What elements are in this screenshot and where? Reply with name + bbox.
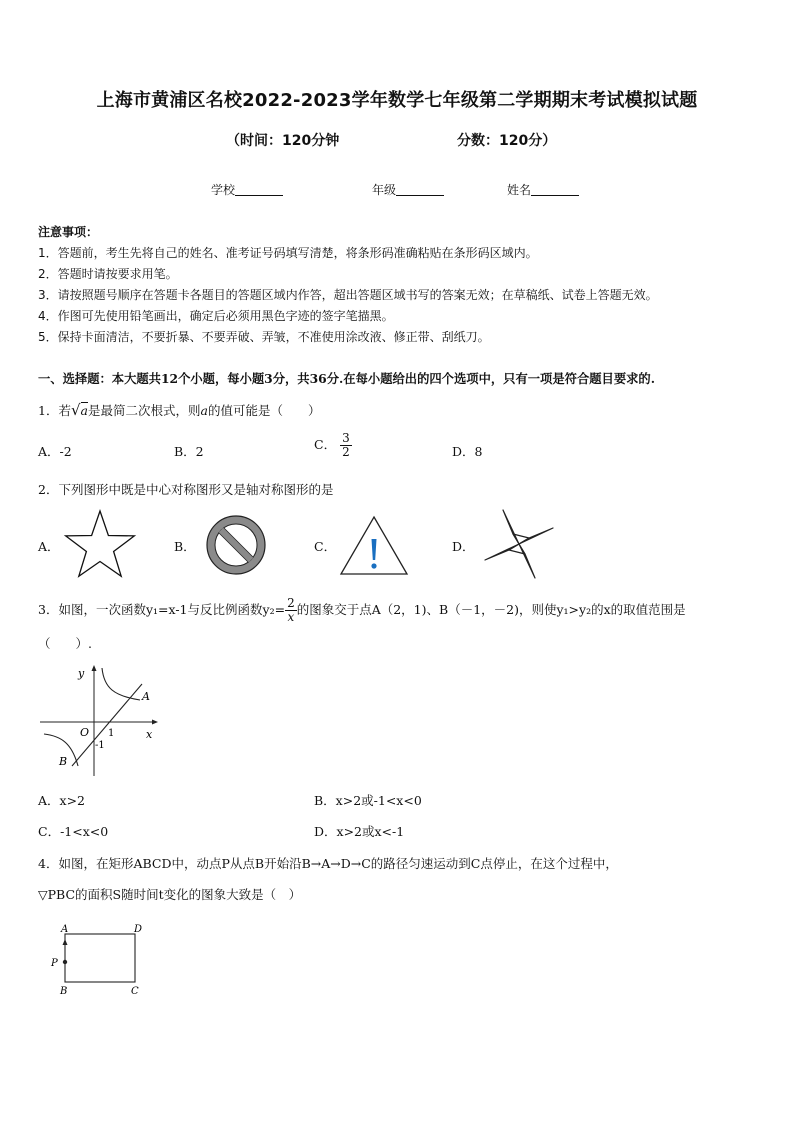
fraction-numerator: 2 <box>287 596 295 610</box>
vertex-c-label: C <box>131 986 139 997</box>
q1-option-a[interactable]: A．-2 <box>38 444 72 459</box>
y-axis-label: y <box>78 667 85 680</box>
note-item: 2．答题时请按要求用笔。 <box>38 267 178 281</box>
vertex-b-label: B <box>60 986 68 997</box>
q3-fraction <box>285 597 297 624</box>
fraction-denominator: 2 <box>342 445 350 459</box>
question-4-line2: ▽PBC的面积S随时间t变化的图象大致是（ ） <box>38 887 302 902</box>
q2-option-a[interactable]: A． <box>38 539 60 554</box>
name-blank[interactable] <box>531 183 579 196</box>
origin-label: O <box>80 726 90 739</box>
q1-post: 的值可能是（ ） <box>207 403 321 418</box>
q1-option-c-label: C． <box>314 437 337 452</box>
vertex-a-label: A <box>61 924 69 935</box>
q1-radicand: a <box>80 403 88 418</box>
question-2: 2．下列图形中既是中心对称图形又是轴对称图形的是 <box>38 482 334 497</box>
school-blank[interactable] <box>235 183 283 196</box>
grade-label: 年级 <box>372 183 397 197</box>
pinwheel-icon <box>481 506 557 582</box>
q1-option-b[interactable]: B．2 <box>174 444 204 459</box>
q1-pre: 1．若 <box>38 403 71 418</box>
q4-rectangle-figure <box>46 920 156 1000</box>
q1-mid: 是最简二次根式，则 <box>87 403 201 418</box>
notes-section <box>38 222 658 348</box>
point-b-label: B <box>59 755 68 768</box>
fraction-numerator: 3 <box>342 431 350 445</box>
point-p-label: P <box>51 958 58 969</box>
q3-option-c[interactable]: C．-1<x<0 <box>38 824 109 839</box>
sqrt-symbol: √ <box>70 401 81 419</box>
q3-post: 的图象交于点A（2，1)、B（－1，－2)，则使y₁>y₂的x的取值范围是 <box>296 602 686 617</box>
q2-option-b[interactable]: B． <box>174 539 196 554</box>
tick-label-1: 1 <box>108 728 115 739</box>
q1-option-c-fraction <box>340 432 352 459</box>
point-a-label: A <box>142 690 150 703</box>
q3-function-graph <box>38 662 168 780</box>
score-label: 分数：120分） <box>457 133 557 149</box>
prohibition-sign-icon <box>204 513 268 577</box>
name-field <box>507 181 579 198</box>
note-item: 1．答题前，考生先将自己的姓名、准考证号码填写清楚，将条形码准确粘贴在条形码区域内。 <box>38 246 538 260</box>
fraction-denominator: x <box>287 610 295 624</box>
q1-option-d[interactable]: D．8 <box>452 444 483 459</box>
note-item: 3．请按照题号顺序在答题卡各题目的答题区域内作答，超出答题区域书写的答案无效；在草稿纸、试卷上答题无效。 <box>38 288 658 302</box>
q1-option-c[interactable] <box>314 432 352 459</box>
vertex-d-label: D <box>134 924 143 935</box>
page-title: 上海市黄浦区名校2022-2023学年数学七年级第二学期期末考试模拟试题 <box>96 90 698 111</box>
q3-option-a[interactable]: A．x>2 <box>38 793 86 808</box>
star-icon <box>63 509 137 581</box>
section-heading: 一、选择题：本大题共12个小题，每小题3分，共36分.在每小题给出的四个选项中，只有一项是符合题目要求的. <box>38 371 656 386</box>
question-1 <box>38 401 320 419</box>
tick-label-neg-1: -1 <box>95 740 105 751</box>
question-4-line1: 4．如图，在矩形ABCD中，动点P从点B开始沿B→A→D→C的路径匀速运动到C点停止，在这个过程中， <box>38 856 618 871</box>
name-label: 姓名 <box>507 183 532 197</box>
q1-var: a <box>200 403 208 418</box>
q3-line2: （ ）. <box>38 636 92 651</box>
grade-blank[interactable] <box>396 183 444 196</box>
q3-pre: 3．如图，一次函数y₁=x-1与反比例函数y₂= <box>38 602 286 617</box>
x-axis-label: x <box>146 728 153 741</box>
time-label: （时间：120分钟 <box>226 133 340 149</box>
question-3 <box>38 597 686 624</box>
school-label: 学校 <box>211 183 236 197</box>
note-item: 4．作图可先使用铅笔画出，确定后必须用黑色字迹的签字笔描黑。 <box>38 309 394 323</box>
q2-option-d[interactable]: D． <box>452 539 475 554</box>
note-item: 5．保持卡面清洁，不要折暴、不要弄破、弄皱，不准使用涂改液、修正带、刮纸刀。 <box>38 330 490 344</box>
grade-field <box>372 181 444 198</box>
notes-heading: 注意事项： <box>38 225 99 239</box>
q3-option-b[interactable]: B．x>2或-1<x<0 <box>314 793 422 808</box>
warning-triangle-icon <box>339 515 409 577</box>
q3-option-d[interactable]: D．x>2或x<-1 <box>314 824 405 839</box>
q2-option-c[interactable]: C． <box>314 539 337 554</box>
school-field <box>211 181 283 198</box>
